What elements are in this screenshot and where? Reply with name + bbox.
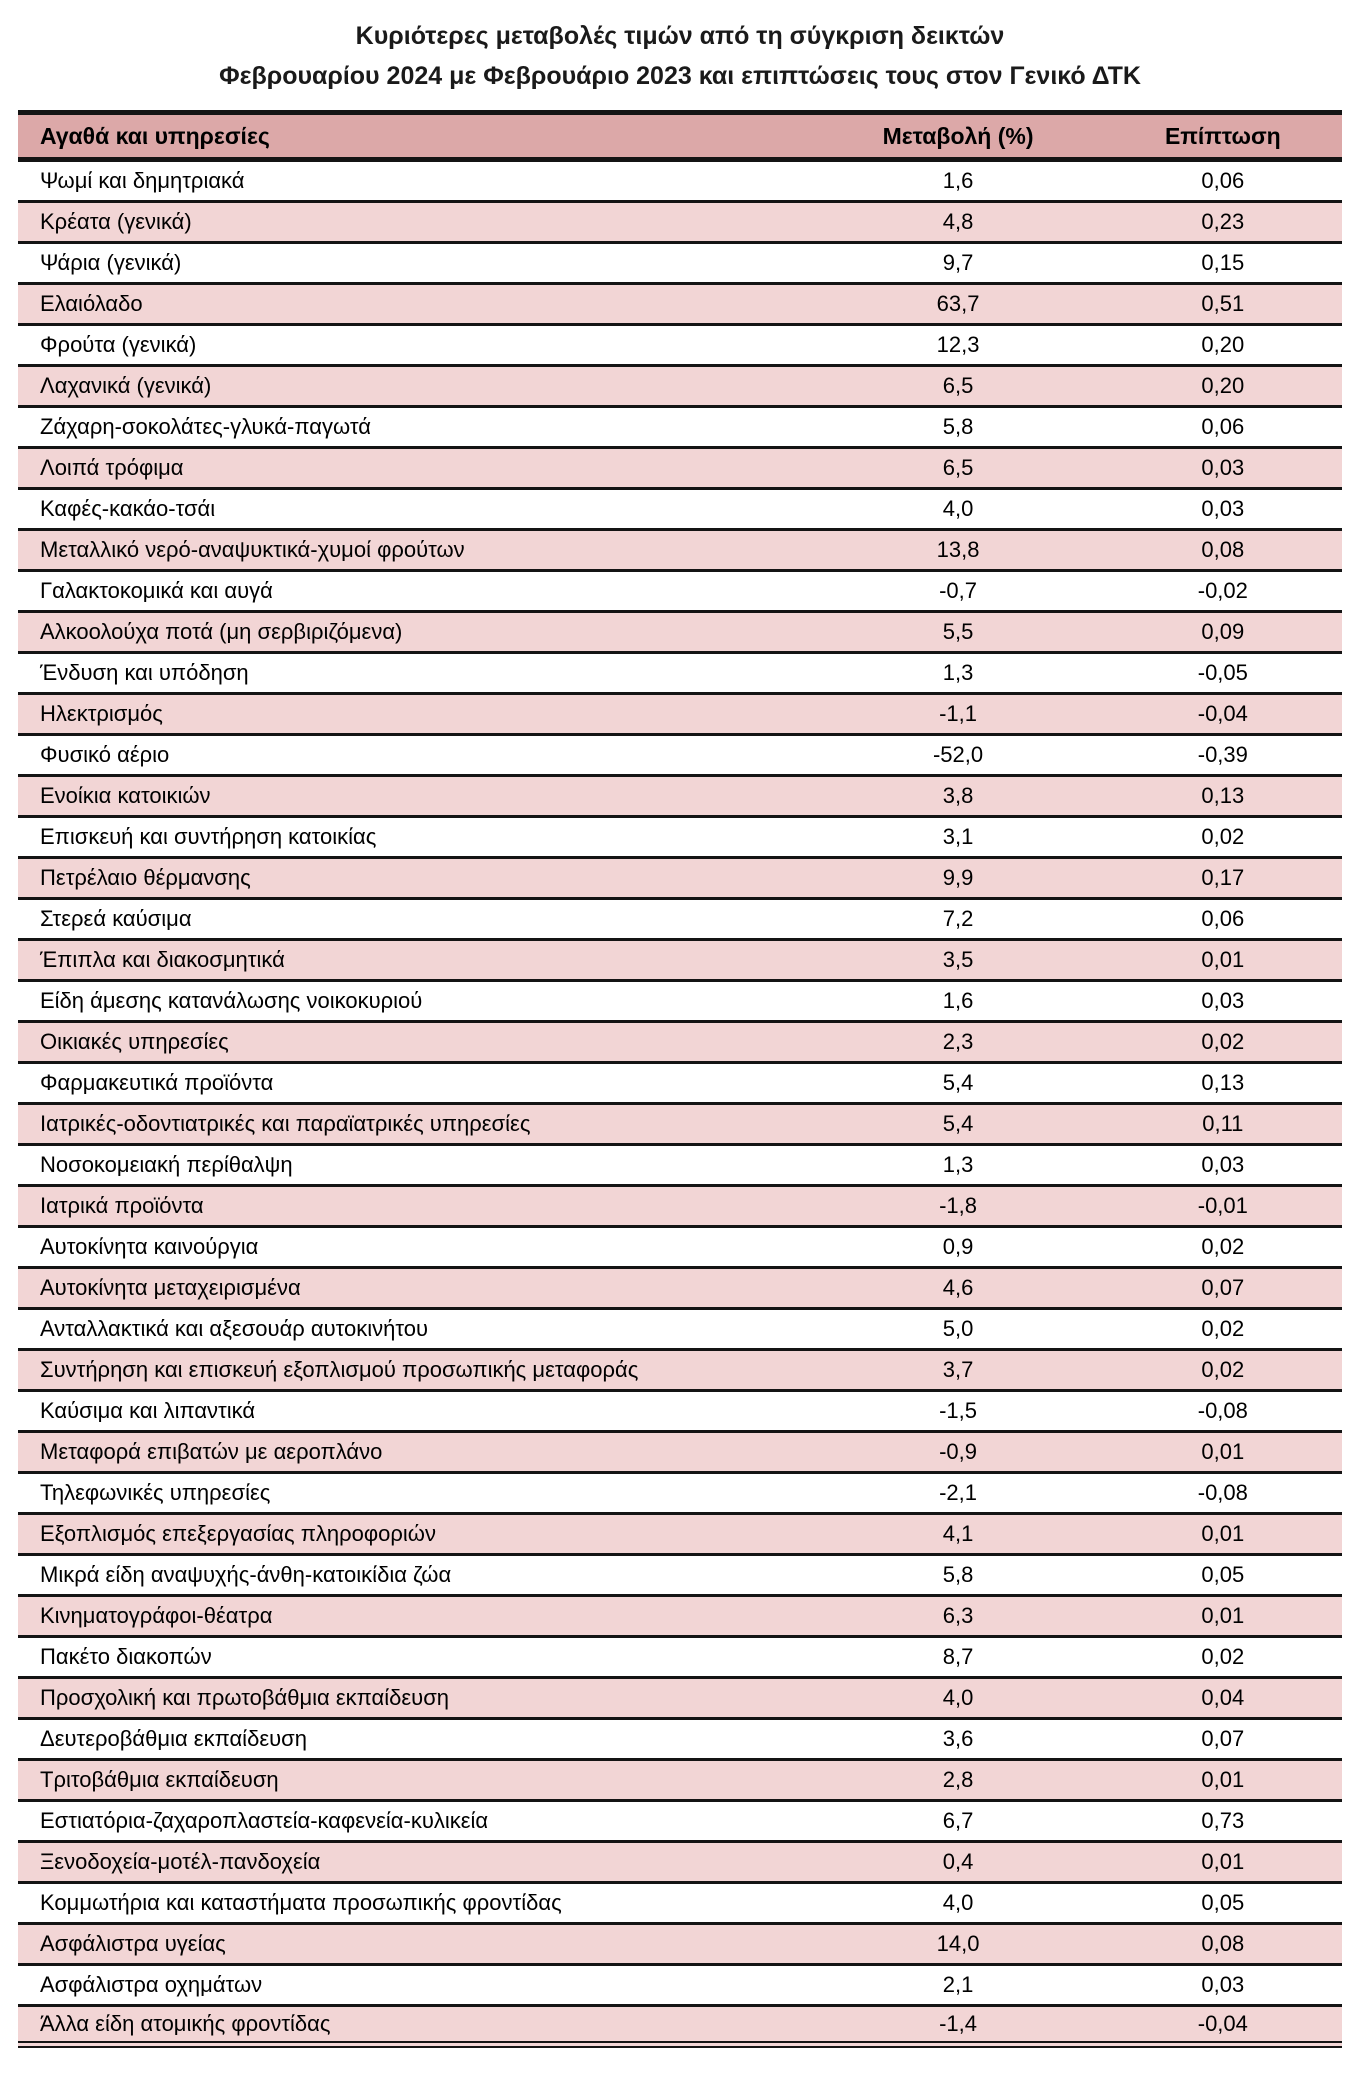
table-row	[18, 654, 1342, 695]
table-row	[18, 1556, 1342, 1597]
item-name-cell: Έπιπλα και διακοσμητικά	[18, 941, 812, 982]
table-row	[18, 613, 1342, 654]
change-cell: 3,5	[812, 941, 1103, 982]
item-name-cell: Λαχανικά (γενικά)	[18, 367, 812, 408]
item-name-cell: Γαλακτοκομικά και αυγά	[18, 572, 812, 613]
change-cell: -0,7	[812, 572, 1103, 613]
change-cell: 0,4	[812, 1843, 1103, 1884]
impact-cell: 0,06	[1104, 408, 1342, 449]
item-name-cell: Ιατρικά προϊόντα	[18, 1187, 812, 1228]
change-cell: -0,9	[812, 1433, 1103, 1474]
item-name-cell: Καύσιμα και λιπαντικά	[18, 1392, 812, 1433]
table-row	[18, 1064, 1342, 1105]
item-name-cell: Αυτοκίνητα καινούργια	[18, 1228, 812, 1269]
table-row	[18, 1679, 1342, 1720]
impact-cell: 0,23	[1104, 203, 1342, 244]
impact-cell: 0,04	[1104, 1679, 1342, 1720]
table-row	[18, 1925, 1342, 1966]
change-cell: 4,1	[812, 1515, 1103, 1556]
impact-cell: -0,04	[1104, 695, 1342, 736]
change-cell: 9,9	[812, 859, 1103, 900]
table-row	[18, 408, 1342, 449]
col-header-impact: Επίπτωση	[1104, 110, 1342, 162]
table-row	[18, 1105, 1342, 1146]
table-row	[18, 777, 1342, 818]
table-row	[18, 1392, 1342, 1433]
impact-cell: 0,09	[1104, 613, 1342, 654]
impact-cell: 0,03	[1104, 490, 1342, 531]
change-cell: 4,0	[812, 490, 1103, 531]
change-cell: -1,8	[812, 1187, 1103, 1228]
impact-cell: 0,20	[1104, 367, 1342, 408]
table-row	[18, 1023, 1342, 1064]
item-name-cell: Ψάρια (γενικά)	[18, 244, 812, 285]
table-row	[18, 203, 1342, 244]
page-title	[0, 0, 1360, 96]
impact-cell: -0,04	[1104, 2007, 1342, 2048]
item-name-cell: Ψωμί και δημητριακά	[18, 162, 812, 203]
impact-cell: 0,08	[1104, 1925, 1342, 1966]
item-name-cell: Συντήρηση και επισκευή εξοπλισμού προσωπικής μεταφοράς	[18, 1351, 812, 1392]
change-cell: 4,0	[812, 1884, 1103, 1925]
table-row	[18, 1187, 1342, 1228]
table-row	[18, 1433, 1342, 1474]
impact-cell: 0,15	[1104, 244, 1342, 285]
item-name-cell: Φυσικό αέριο	[18, 736, 812, 777]
item-name-cell: Πακέτο διακοπών	[18, 1638, 812, 1679]
table-row	[18, 941, 1342, 982]
change-cell: 2,1	[812, 1966, 1103, 2007]
change-cell: 3,8	[812, 777, 1103, 818]
table-row	[18, 531, 1342, 572]
impact-cell: -0,05	[1104, 654, 1342, 695]
change-cell: 0,9	[812, 1228, 1103, 1269]
item-name-cell: Μεταφορά επιβατών με αεροπλάνο	[18, 1433, 812, 1474]
impact-cell: 0,17	[1104, 859, 1342, 900]
table-row	[18, 1146, 1342, 1187]
col-header-goods-services: Αγαθά και υπηρεσίες	[18, 110, 812, 162]
impact-cell: 0,13	[1104, 1064, 1342, 1105]
table-row	[18, 982, 1342, 1023]
table-row	[18, 1310, 1342, 1351]
price-changes-table	[18, 110, 1342, 2048]
impact-cell: 0,11	[1104, 1105, 1342, 1146]
change-cell: 2,3	[812, 1023, 1103, 1064]
table-row	[18, 1884, 1342, 1925]
change-cell: 9,7	[812, 244, 1103, 285]
change-cell: 6,5	[812, 449, 1103, 490]
item-name-cell: Ιατρικές-οδοντιατρικές και παραϊατρικές υπηρεσίες	[18, 1105, 812, 1146]
change-cell: 1,3	[812, 654, 1103, 695]
table-row	[18, 1761, 1342, 1802]
page-title-line-1: Κυριότερες μεταβολές τιμών από τη σύγκριση δεικτών	[355, 22, 1005, 50]
impact-cell: 0,03	[1104, 1966, 1342, 2007]
change-cell: 1,6	[812, 162, 1103, 203]
table-row	[18, 695, 1342, 736]
item-name-cell: Ένδυση και υπόδηση	[18, 654, 812, 695]
impact-cell: 0,02	[1104, 1351, 1342, 1392]
item-name-cell: Είδη άμεσης κατανάλωσης νοικοκυριού	[18, 982, 812, 1023]
impact-cell: -0,39	[1104, 736, 1342, 777]
change-cell: -1,1	[812, 695, 1103, 736]
impact-cell: 0,05	[1104, 1884, 1342, 1925]
item-name-cell: Φαρμακευτικά προϊόντα	[18, 1064, 812, 1105]
item-name-cell: Φρούτα (γενικά)	[18, 326, 812, 367]
change-cell: 8,7	[812, 1638, 1103, 1679]
table-header-row	[18, 110, 1342, 162]
table-row	[18, 1351, 1342, 1392]
table-row	[18, 572, 1342, 613]
impact-cell: 0,05	[1104, 1556, 1342, 1597]
change-cell: 13,8	[812, 531, 1103, 572]
item-name-cell: Ηλεκτρισμός	[18, 695, 812, 736]
table-row	[18, 736, 1342, 777]
item-name-cell: Κρέατα (γενικά)	[18, 203, 812, 244]
page-title-line-2: Φεβρουαρίου 2024 με Φεβρουάριο 2023 και επιπτώσεις τους στον Γενικό ΔΤΚ	[219, 62, 1141, 90]
change-cell: 6,7	[812, 1802, 1103, 1843]
impact-cell: 0,06	[1104, 162, 1342, 203]
table-row	[18, 449, 1342, 490]
impact-cell: 0,02	[1104, 1023, 1342, 1064]
table-row	[18, 818, 1342, 859]
item-name-cell: Πετρέλαιο θέρμανσης	[18, 859, 812, 900]
change-cell: 2,8	[812, 1761, 1103, 1802]
impact-cell: 0,03	[1104, 982, 1342, 1023]
impact-cell: -0,02	[1104, 572, 1342, 613]
table-row	[18, 162, 1342, 203]
change-cell: 1,3	[812, 1146, 1103, 1187]
item-name-cell: Ασφάλιστρα οχημάτων	[18, 1966, 812, 2007]
item-name-cell: Επισκευή και συντήρηση κατοικίας	[18, 818, 812, 859]
table-row	[18, 367, 1342, 408]
table-row	[18, 326, 1342, 367]
item-name-cell: Ασφάλιστρα υγείας	[18, 1925, 812, 1966]
change-cell: 6,5	[812, 367, 1103, 408]
impact-cell: 0,01	[1104, 1843, 1342, 1884]
impact-cell: 0,08	[1104, 531, 1342, 572]
impact-cell: -0,08	[1104, 1392, 1342, 1433]
table-row	[18, 859, 1342, 900]
item-name-cell: Εστιατόρια-ζαχαροπλαστεία-καφενεία-κυλικεία	[18, 1802, 812, 1843]
item-name-cell: Εξοπλισμός επεξεργασίας πληροφοριών	[18, 1515, 812, 1556]
table-row	[18, 1966, 1342, 2007]
change-cell: 5,4	[812, 1064, 1103, 1105]
impact-cell: 0,02	[1104, 1638, 1342, 1679]
impact-cell: 0,13	[1104, 777, 1342, 818]
impact-cell: 0,02	[1104, 1310, 1342, 1351]
table-row	[18, 1638, 1342, 1679]
impact-cell: 0,02	[1104, 1228, 1342, 1269]
item-name-cell: Μεταλλικό νερό-αναψυκτικά-χυμοί φρούτων	[18, 531, 812, 572]
change-cell: 5,4	[812, 1105, 1103, 1146]
impact-cell: 0,02	[1104, 818, 1342, 859]
change-cell: 14,0	[812, 1925, 1103, 1966]
item-name-cell: Ανταλλακτικά και αξεσουάρ αυτοκινήτου	[18, 1310, 812, 1351]
item-name-cell: Ενοίκια κατοικιών	[18, 777, 812, 818]
impact-cell: 0,01	[1104, 1515, 1342, 1556]
change-cell: -2,1	[812, 1474, 1103, 1515]
table-row	[18, 1843, 1342, 1884]
item-name-cell: Στερεά καύσιμα	[18, 900, 812, 941]
item-name-cell: Κινηματογράφοι-θέατρα	[18, 1597, 812, 1638]
change-cell: 7,2	[812, 900, 1103, 941]
table-row	[18, 1802, 1342, 1843]
table-row	[18, 1228, 1342, 1269]
impact-cell: 0,01	[1104, 1433, 1342, 1474]
table-row	[18, 2007, 1342, 2048]
impact-cell: 0,51	[1104, 285, 1342, 326]
impact-cell: 0,03	[1104, 449, 1342, 490]
item-name-cell: Καφές-κακάο-τσάι	[18, 490, 812, 531]
impact-cell: 0,07	[1104, 1720, 1342, 1761]
change-cell: 12,3	[812, 326, 1103, 367]
impact-cell: 0,01	[1104, 1761, 1342, 1802]
change-cell: 5,0	[812, 1310, 1103, 1351]
table-row	[18, 1474, 1342, 1515]
impact-cell: 0,20	[1104, 326, 1342, 367]
table-row	[18, 1597, 1342, 1638]
change-cell: -52,0	[812, 736, 1103, 777]
change-cell: 3,7	[812, 1351, 1103, 1392]
table-body	[18, 162, 1342, 2048]
table-row	[18, 490, 1342, 531]
change-cell: 3,6	[812, 1720, 1103, 1761]
table-row	[18, 900, 1342, 941]
change-cell: 4,6	[812, 1269, 1103, 1310]
change-cell: 4,8	[812, 203, 1103, 244]
impact-cell: -0,08	[1104, 1474, 1342, 1515]
impact-cell: -0,01	[1104, 1187, 1342, 1228]
change-cell: 63,7	[812, 285, 1103, 326]
item-name-cell: Ξενοδοχεία-μοτέλ-πανδοχεία	[18, 1843, 812, 1884]
item-name-cell: Τηλεφωνικές υπηρεσίες	[18, 1474, 812, 1515]
item-name-cell: Λοιπά τρόφιμα	[18, 449, 812, 490]
impact-cell: 0,06	[1104, 900, 1342, 941]
change-cell: 3,1	[812, 818, 1103, 859]
item-name-cell: Νοσοκομειακή περίθαλψη	[18, 1146, 812, 1187]
item-name-cell: Ελαιόλαδο	[18, 285, 812, 326]
change-cell: 6,3	[812, 1597, 1103, 1638]
table-row	[18, 1720, 1342, 1761]
item-name-cell: Ζάχαρη-σοκολάτες-γλυκά-παγωτά	[18, 408, 812, 449]
change-cell: 5,8	[812, 1556, 1103, 1597]
table-row	[18, 285, 1342, 326]
table-header	[18, 110, 1342, 162]
item-name-cell: Τριτοβάθμια εκπαίδευση	[18, 1761, 812, 1802]
change-cell: 5,5	[812, 613, 1103, 654]
table-row	[18, 244, 1342, 285]
item-name-cell: Μικρά είδη αναψυχής-άνθη-κατοικίδια ζώα	[18, 1556, 812, 1597]
table-row	[18, 1269, 1342, 1310]
impact-cell: 0,01	[1104, 1597, 1342, 1638]
change-cell: -1,4	[812, 2007, 1103, 2048]
change-cell: 5,8	[812, 408, 1103, 449]
item-name-cell: Οικιακές υπηρεσίες	[18, 1023, 812, 1064]
change-cell: -1,5	[812, 1392, 1103, 1433]
item-name-cell: Αλκοολούχα ποτά (μη σερβιριζόμενα)	[18, 613, 812, 654]
item-name-cell: Δευτεροβάθμια εκπαίδευση	[18, 1720, 812, 1761]
impact-cell: 0,07	[1104, 1269, 1342, 1310]
impact-cell: 0,01	[1104, 941, 1342, 982]
item-name-cell: Κομμωτήρια και καταστήματα προσωπικής φροντίδας	[18, 1884, 812, 1925]
impact-cell: 0,03	[1104, 1146, 1342, 1187]
change-cell: 4,0	[812, 1679, 1103, 1720]
change-cell: 1,6	[812, 982, 1103, 1023]
table-row	[18, 1515, 1342, 1556]
item-name-cell: Προσχολική και πρωτοβάθμια εκπαίδευση	[18, 1679, 812, 1720]
item-name-cell: Άλλα είδη ατομικής φροντίδας	[18, 2007, 812, 2048]
item-name-cell: Αυτοκίνητα μεταχειρισμένα	[18, 1269, 812, 1310]
impact-cell: 0,73	[1104, 1802, 1342, 1843]
col-header-change-pct: Μεταβολή (%)	[812, 110, 1103, 162]
